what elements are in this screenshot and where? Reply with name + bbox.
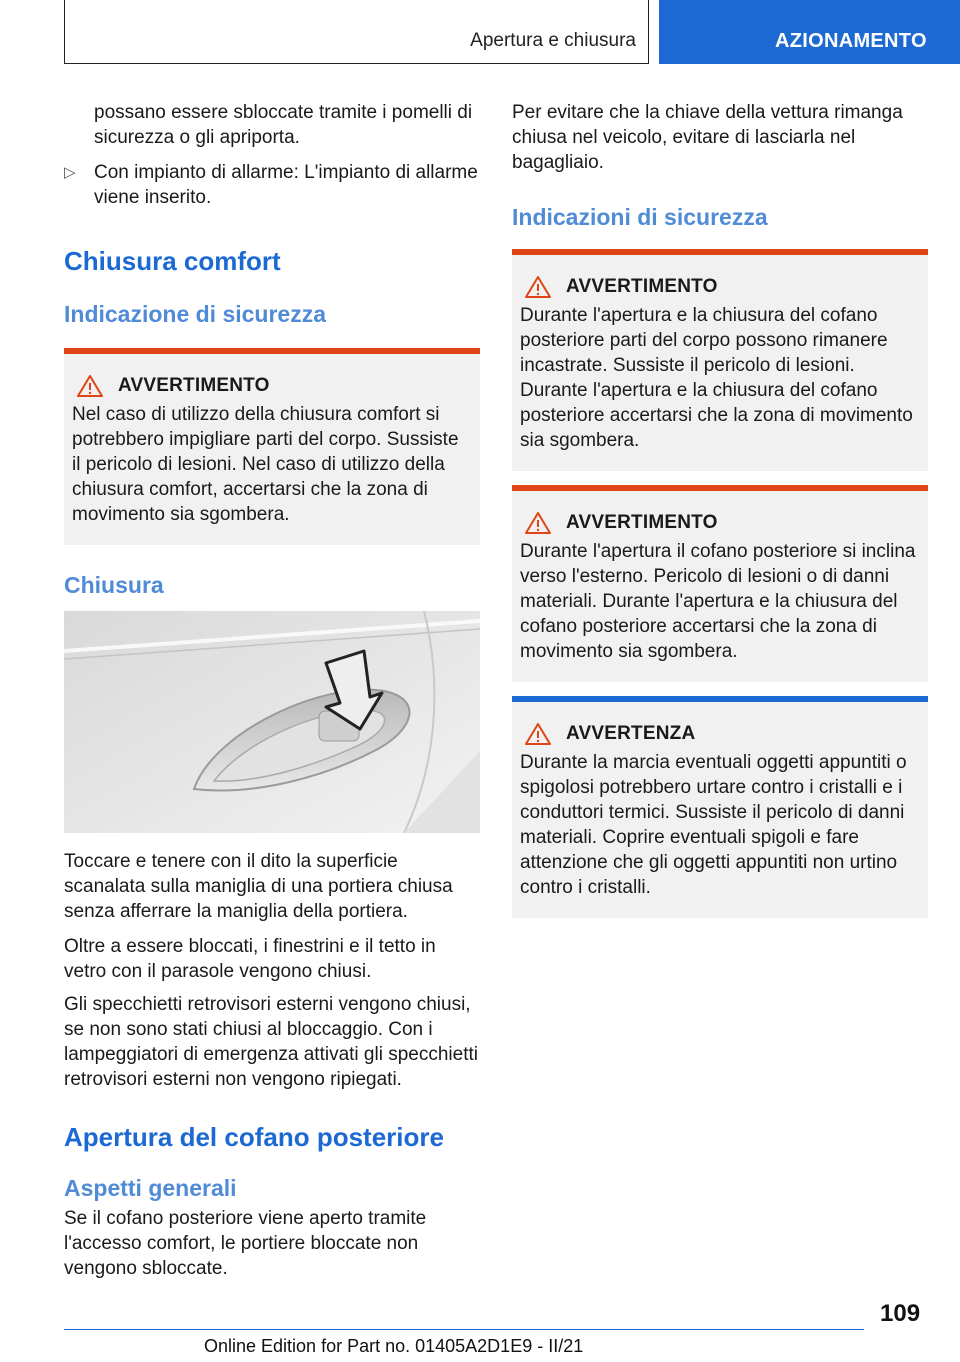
warning-text: Durante l'apertura e la chiusura del cofano posteriore parti del corpo possono rimanere incastrate. Sussiste il pericolo di lesioni. Durante l'apertura e la chiusura del cofano posteriore accertarsi che la zona di movimento sia sgombera. bbox=[520, 305, 913, 451]
header-chapter-tab[interactable] bbox=[659, 0, 960, 64]
paragraph-oltre: Oltre a essere bloccati, i finestrini e il tetto in vetro con il parasole vengono chiusi. bbox=[64, 936, 436, 982]
warning-header bbox=[520, 273, 920, 303]
warning-triangle-icon bbox=[524, 511, 552, 535]
heading-aspetti-generali: Aspetti generali bbox=[64, 1175, 237, 1201]
paragraph-evitare: Per evitare che la chiave della vettura rimanga chiusa nel veicolo, evitare di lasciarla nel bagagliaio. bbox=[512, 102, 903, 173]
warning-triangle-icon bbox=[524, 722, 552, 746]
footer-divider bbox=[64, 1329, 864, 1330]
heading-chiusura-comfort: Chiusura comfort bbox=[64, 246, 281, 276]
warning-title: AVVERTIMENTO bbox=[566, 512, 718, 533]
footer-edition: Online Edition for Part no. 01405A2D1E9 - II/21 bbox=[204, 1336, 584, 1356]
note-box bbox=[512, 696, 928, 918]
header-chapter-label: AZIONAMENTO bbox=[775, 30, 927, 52]
note-text: Durante la marcia eventuali oggetti appuntiti o spigolosi potrebbero urtare contro i cristalli e i conduttori termici. Sussiste il pericolo di danni materiali. Coprire eventuali spigoli e fare attenzione che gli oggetti appuntiti non urtino contro i cristalli. bbox=[520, 752, 907, 898]
heading-chiusura: Chiusura bbox=[64, 572, 164, 598]
warning-box bbox=[64, 348, 480, 545]
triangle-right-icon: ▷ bbox=[64, 164, 76, 181]
right-column bbox=[512, 100, 928, 918]
door-handle-image bbox=[64, 611, 480, 833]
paragraph-se: Se il cofano posteriore viene aperto tramite l'accesso comfort, le portiere bloccate non vengono sbloccate. bbox=[64, 1208, 427, 1279]
warning-text: Nel caso di utilizzo della chiusura comfort si potrebbero impigliare parti del corpo. Sussiste il pericolo di lesioni. Nel caso di utilizzo della chiusura comfort, accertarsi che la zona di movimento sia sgombera. bbox=[72, 404, 459, 525]
warning-title: AVVERTIMENTO bbox=[566, 276, 718, 297]
paragraph-specchietti: Gli specchietti retrovisori esterni vengono chiusi, se non sono stati chiusi al bloccaggio. Con i lampeggiatori di emergenza attivati gli specchietti retrovisori esterni non vengono ripiegati. bbox=[64, 994, 478, 1090]
heading-indicazioni-sicurezza: Indicazioni di sicurezza bbox=[512, 204, 768, 230]
note-title: AVVERTENZA bbox=[566, 723, 696, 744]
page-number: 109 bbox=[880, 1300, 921, 1327]
header-section-title: Apertura e chiusura bbox=[470, 30, 636, 51]
list-item-text: Con impianto di allarme: L'impianto di allarme viene inserito. bbox=[94, 162, 478, 208]
warning-triangle-icon bbox=[524, 275, 552, 299]
heading-apertura-cofano: Apertura del cofano posteriore bbox=[64, 1122, 444, 1152]
warning-box bbox=[512, 485, 928, 682]
warning-header bbox=[520, 509, 920, 539]
warning-title: AVVERTIMENTO bbox=[118, 375, 270, 396]
header-section-box bbox=[64, 0, 649, 64]
paragraph-toccare: Toccare e tenere con il dito la superficie scanalata sulla maniglia di una portiera chiusa senza afferrare la maniglia della portiera. bbox=[64, 851, 453, 922]
heading-indicazione-sicurezza: Indicazione di sicurezza bbox=[64, 301, 327, 327]
continued-text: possano essere sbloccate tramite i pomelli di sicurezza o gli apriporta. bbox=[94, 102, 473, 148]
warning-box bbox=[512, 249, 928, 471]
note-header bbox=[520, 720, 920, 750]
warning-text: Durante l'apertura il cofano posteriore si inclina verso l'esterno. Pericolo di lesioni o di danni materiali. Durante l'apertura e la chiusura del cofano posteriore accertarsi che la zona di movimento sia sgombera. bbox=[520, 541, 916, 662]
warning-header bbox=[72, 372, 472, 402]
left-column bbox=[64, 100, 480, 1281]
list-item bbox=[64, 160, 480, 210]
warning-triangle-icon bbox=[76, 374, 104, 398]
